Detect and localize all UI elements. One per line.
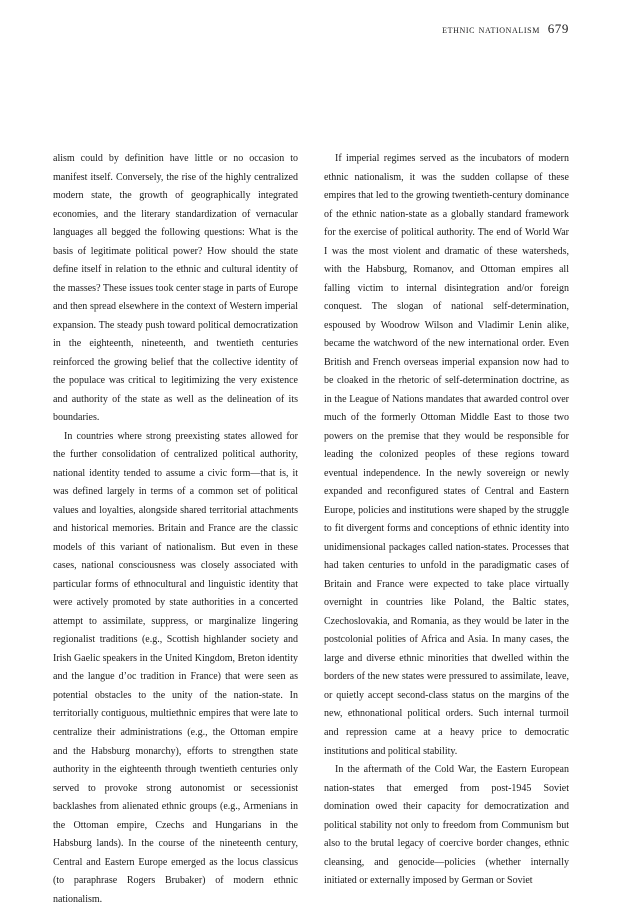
- paragraph: In the aftermath of the Cold War, the Eastern European nation-states that emerged from post-1945 Soviet domination owed their capacity for democratization and political stability not only to freedom from Communism but also to the brutal legacy of coercive border changes, ethnic cleansing, and genocide—policies (whether internally initiated or externally imposed by German or Soviet: [324, 764, 569, 887]
- left-column: [53, 150, 298, 909]
- paragraph-continued: alism could by definition have little or no occasion to manifest itself. Conversely, the rise of the highly centralized modern state, the growth of geographically integrated economies, and the literary standardization of vernacular languages all begged the following questions: What is the basis of legitimate political power? How should the state define itself in relation to the ethnic and cultural identity of the masses? These issues took center stage in parts of Europe and then spread elsewhere in the context of Western imperial expansion. The steady push toward political democratization in the eighteenth, nineteenth, and twentieth centuries reinforced the growing belief that the collective identity of the populace was critical to legitimizing the very existence and authority of the state as well as the delineation of its boundaries.: [53, 153, 298, 424]
- right-column: [324, 150, 569, 891]
- paragraph: If imperial regimes served as the incubators of modern ethnic nationalism, it was the sudden collapse of these empires that led to the growing twentieth-century dominance of the ethnic nation-state as a globally standard framework for the exercise of political authority. The end of World War I was the most violent and dramatic of these watersheds, with the Habsburg, Romanov, and Ottoman empires all falling victim to internal disintegration and/or foreign conquest. The slogan of national self-determination, espoused by Woodrow Wilson and Vladimir Lenin alike, became the watchword of the new international order. Even British and French overseas imperial expansion now had to be cloaked in the rhetoric of self-determination doctrine, as in the League of Nations mandates that awarded control over much of the formerly Ottoman Middle East to those two powers on the premise that they would be responsible for leading the colonized peoples of these regions toward eventual independence. In the newly sovereign or newly expanded and reconfigured states of Central and Eastern Europe, policies and institutions were shaped by the struggle to fit divergent forms and conceptions of ethnic identity into unidimensional packages called nation-states. Processes that had taken centuries to unfold in the paradigmatic cases of Britain and France were expected to take place virtually overnight in countries like Poland, the Baltic states, Czechoslovakia, and Romania, as they would be later in the postcolonial polities of Africa and Asia. In many cases, the large and diverse ethnic minorities that dwelled within the borders of the new states were pressured to assimilate, leave, or quietly accept second-class status on the margins of the new, ethnonational political orders. Such internal turmoil and repression came at a heavy price to democratic institutions and political stability.: [324, 153, 569, 757]
- running-head: [442, 21, 569, 37]
- paragraph: In countries where strong preexisting states allowed for the further consolidation of centralized political authority, national identity tended to assume a civic form—that is, it was defined largely in terms of a common set of political values and loyalties, alongside shared territorial attachments and historical memories. Britain and France are the classic models of this variant of nationalism. But even in these cases, national consciousness was closely associated with particular forms of ethnocultural and linguistic identity that were actively promoted by state authorities in a concerted attempt to assimilate, suppress, or marginalize lingering regionalist traditions (e.g., Scottish highlander society and Irish Gaelic speakers in the United Kingdom, Breton identity and the langue d’oc tradition in France) that were seen as potential obstacles to the unity of the nation-state. In territorially contiguous, multiethnic empires that were late to centralize their administrations (e.g., the Ottoman empire and the Habsburg monarchy), efforts to strengthen state authority in the eighteenth through twentieth centuries only served to provoke strong autonomist or secessionist backlashes from alienated ethnic groups (e.g., Armenians in the Ottoman empire, Czechs and Hungarians in the Habsburg lands). In the course of the nineteenth century, Central and Eastern Europe emerged as the locus classicus (to paraphrase Rogers Brubaker) of modern ethnic nationalism.: [53, 430, 298, 905]
- running-title: ethnic nationalism: [442, 22, 540, 36]
- page-number: 679: [547, 21, 569, 36]
